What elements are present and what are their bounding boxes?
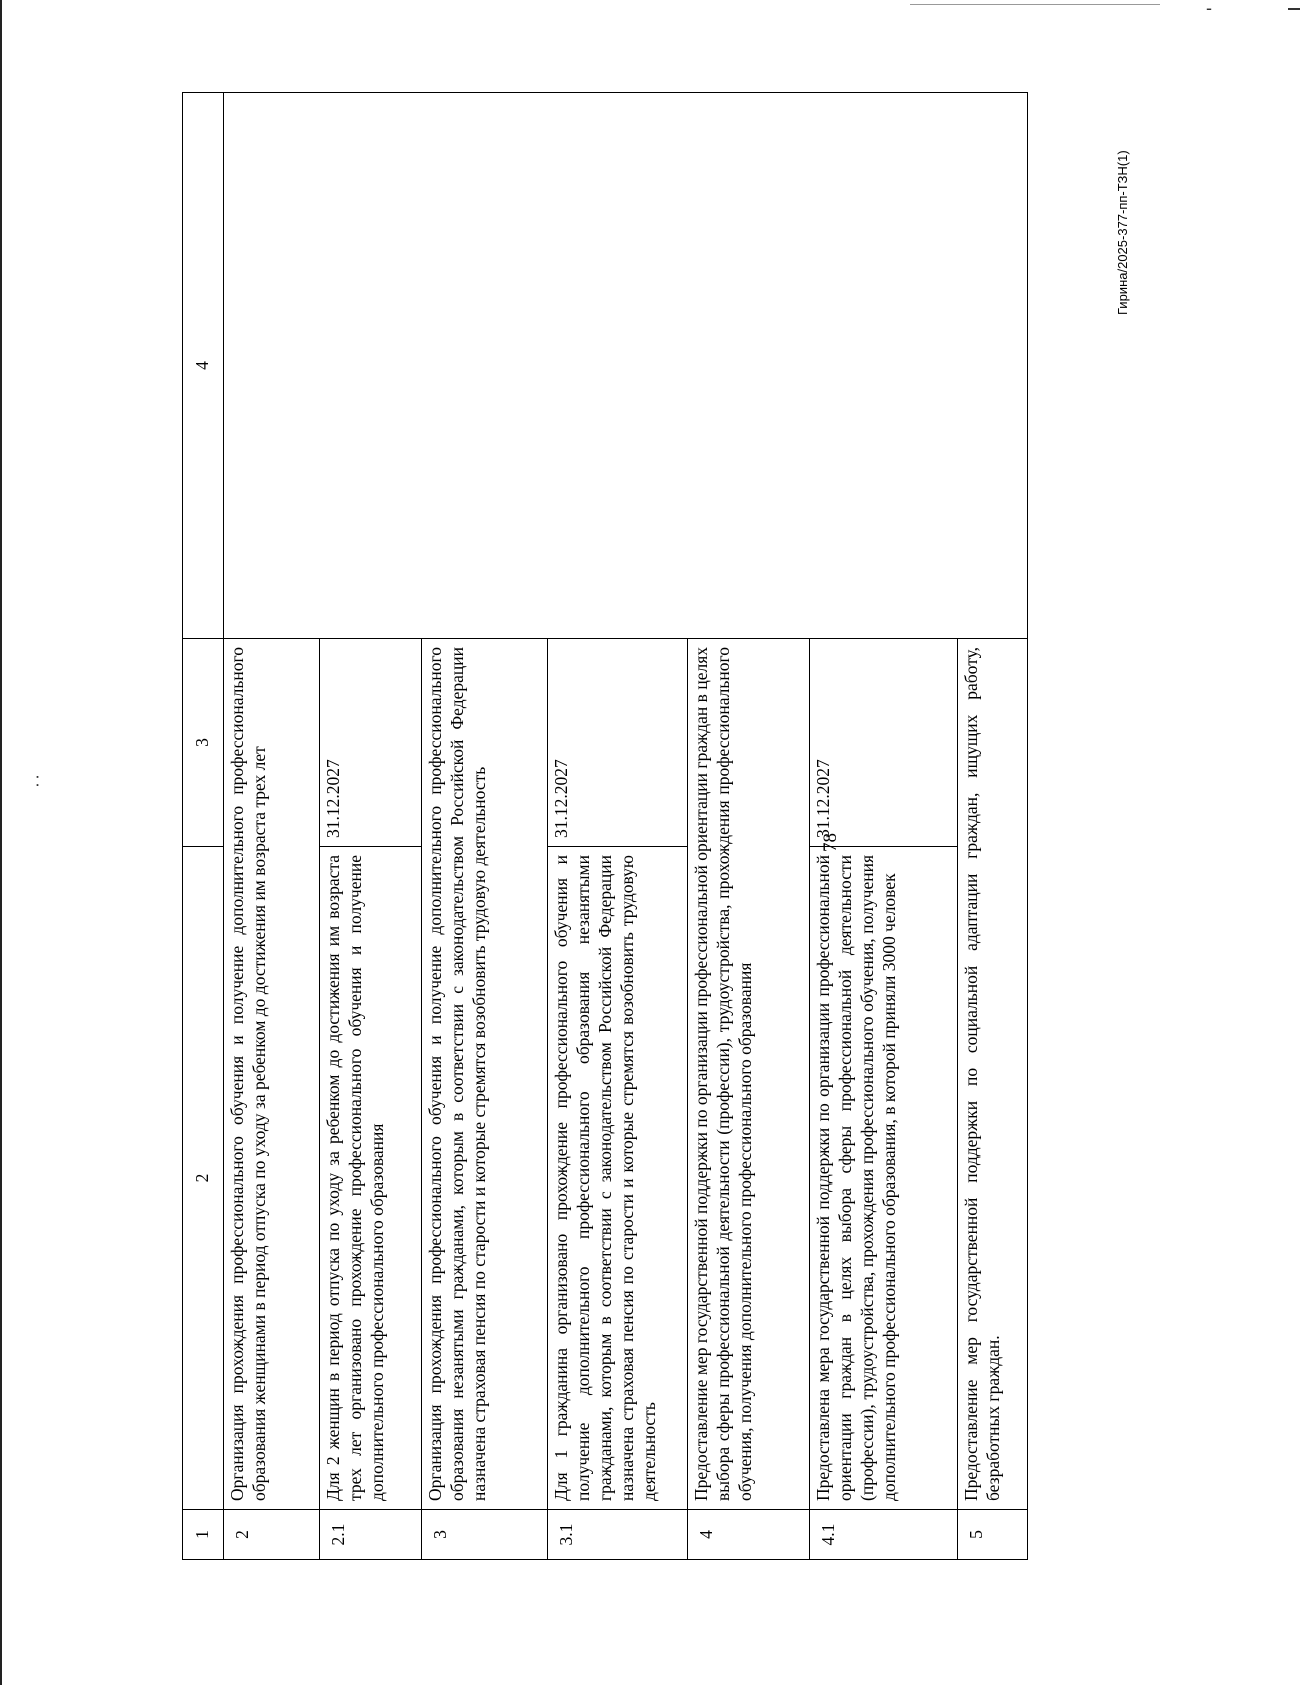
row-number: 4 — [688, 1510, 810, 1560]
row-number: 2 — [224, 1510, 320, 1560]
column-4-empty — [224, 93, 1028, 639]
row-date: 31.12.2027 — [810, 639, 958, 847]
row-text: Предоставление мер государственной поддержки по организации профессиональной ориентации граждан в целях выбора сферы профессиональной деятельности (профессии), трудоустройства, прохождения профессионального обучения, получения дополнительного профессионального образования — [688, 639, 810, 1510]
row-number: 4.1 — [810, 1510, 958, 1560]
scan-artifact-dots: : — [35, 770, 41, 790]
row-number: 3 — [422, 1510, 548, 1560]
row-text: Организация прохождения профессионального обучения и получение дополнительного профессионального образования незанятыми гражданами, которым в соответствии с законодательством Российской Федерации назначена страховая пенсия по старости и которые стремятся возобновить трудовую деятельность — [422, 639, 548, 1510]
row-date: 31.12.2027 — [320, 639, 422, 847]
document-id: Гирина/2025-377-пп-ТЗН(1) — [1115, 150, 1130, 315]
row-text: Для 2 женщин в период отпуска по уходу за ребенком до достижения им возраста трех лет организовано прохождение профессионального обучения и получение дополнительного профессионального образования — [320, 847, 422, 1510]
header-cell-4: 4 — [183, 93, 224, 639]
header-cell-3: 3 — [183, 639, 224, 847]
table-header-row — [183, 93, 224, 1560]
row-number: 3.1 — [548, 1510, 688, 1560]
row-number: 5 — [958, 1510, 1028, 1560]
row-text: Организация прохождения профессионального обучения и получение дополнительного профессионального образования женщинами в период отпуска по уходу за ребенком до достижения им возраста трех лет — [224, 639, 320, 1510]
row-text: Предоставление мер государственной поддержки по социальной адаптации граждан, ищущих работу, безработных граждан. — [958, 639, 1028, 1510]
row-number: 2.1 — [320, 1510, 422, 1560]
page-number: 78 — [820, 833, 841, 852]
row-text: Предоставлена мера государственной поддержки по организации профессиональной ориентации граждан в целях выбора сферы профессиональной деятельности (профессии), трудоустройства, прохождения профессионального обучения, получения дополнительного профессионального образования, в которой приняли 3000 человек — [810, 847, 958, 1510]
row-date: 31.12.2027 — [548, 639, 688, 847]
scan-artifact-tick — [1288, 8, 1300, 10]
header-cell-2: 2 — [183, 847, 224, 1510]
header-cell-1: 1 — [183, 1510, 224, 1560]
measures-table — [182, 92, 1028, 1560]
row-text: Для 1 гражданина организовано прохождение профессионального обучения и получение дополнительного профессионального образования незанятыми гражданами, которым в соответствии с законодательством Российской Федерации назначена страховая пенсия по старости и которые стремятся возобновить трудовую деятельность — [548, 847, 688, 1510]
scan-artifact-dash: - — [1206, 0, 1212, 18]
table-row — [224, 93, 320, 1560]
